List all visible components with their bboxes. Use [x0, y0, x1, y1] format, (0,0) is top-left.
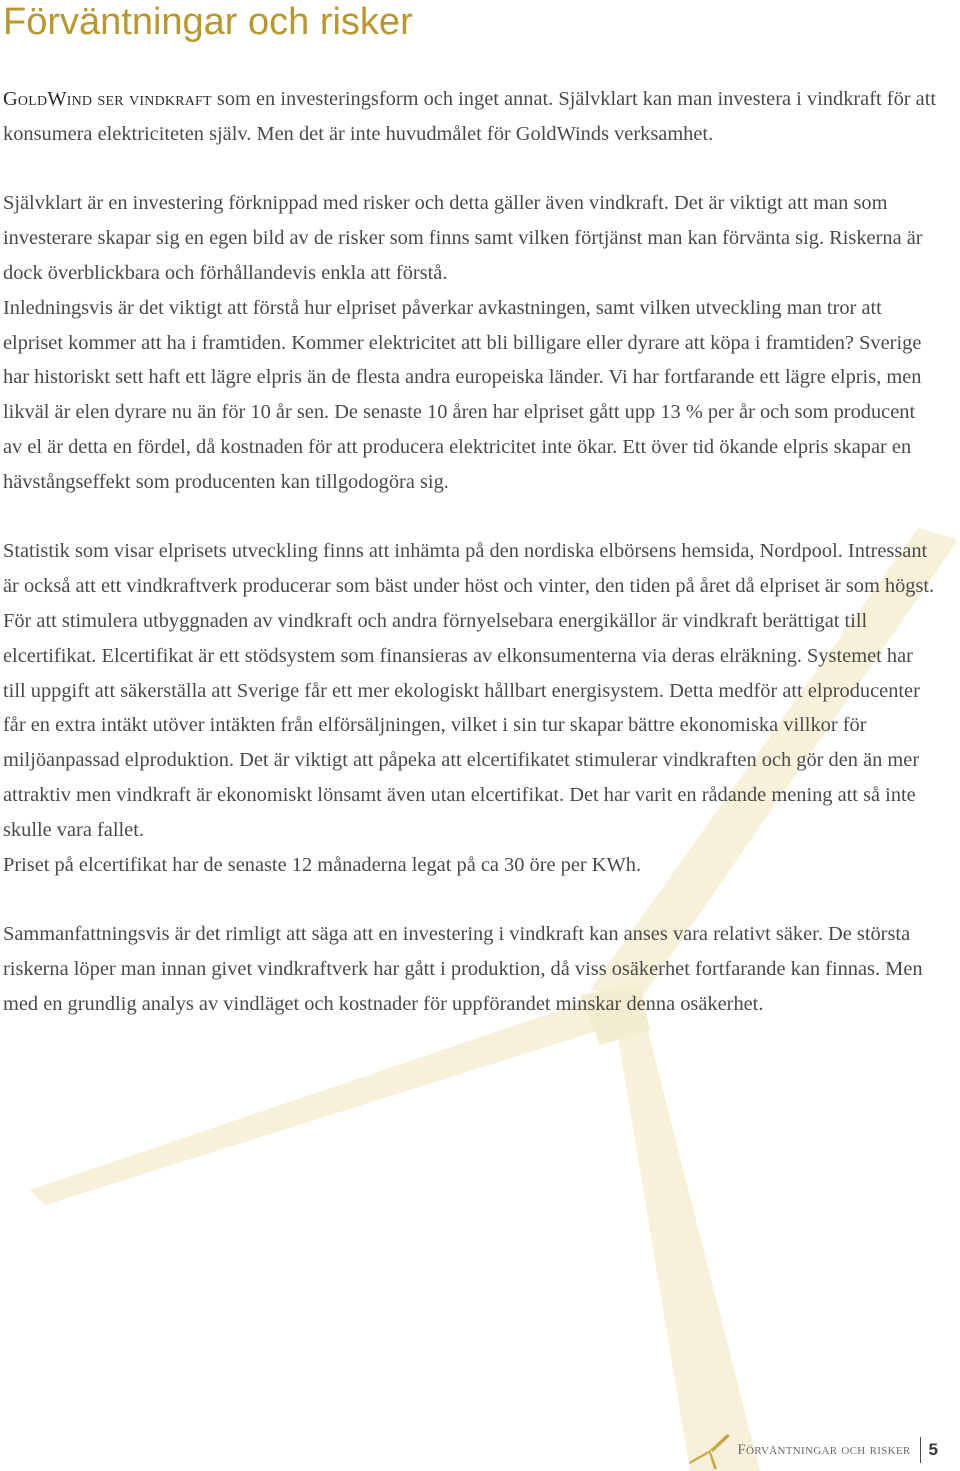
page-title: Förväntningar och risker [3, 1, 413, 43]
page-number: 5 [928, 1440, 938, 1459]
turbine-blade-lower [615, 1000, 760, 1471]
body-text [3, 82, 938, 1022]
footer-section-label: Förväntningar och risker [737, 1441, 911, 1458]
paragraph-intro-text: som en investeringsform och inget annat. Självklart kan man investera i vindkraft för att konsumera elektriciteten själv. Men det är inte huvudmålet för GoldWinds verksamhet. [3, 88, 937, 145]
footer-divider [920, 1437, 921, 1463]
paragraph-summary: Sammanfattningsvis är det rimligt att säga att en investering i vindkraft kan anses vara relativt säker. De största riskerna löper man innan givet vindkraftverk har gått i produktion, då viss osäkerhet fortfarande kan finnas. Men med en grundlig analys av vindläget och kostnader för uppförandet minskar denna osäkerhet. [3, 923, 923, 1015]
paragraph-electricity-price: Inledningsvis är det viktigt att förstå hur elpriset påverkar avkastningen, samt vilken utveckling man tror att elpriset kommer att ha i framtiden. Kommer elektricitet att bli billigare eller dyrare att köpa i framtiden? Sverige har historiskt sett haft ett lägre elpris än de flesta andra europeiska länder. Vi har fortfarande ett lägre elpris, men likväl är elen dyrare nu än för 10 år sen. De senaste 10 åren har elpriset gått upp 13 % per år och som producent av el är detta en fördel, då kostnaden för att producera elektricitet inte ökar. Ett över tid ökande elpris skapar en hävstångseffekt som producenten kan tillgodogöra sig. [3, 296, 922, 493]
paragraph-statistics: Statistik som visar elprisets utveckling finns att inhämta på den nordiska elbörsens hemsida, Nordpool. Intressant är också att ett vindkraftverk producerar som bäst under höst och vinter, den tiden på året då elpriset är som högst. [3, 540, 935, 598]
turbine-logo-icon [687, 1430, 733, 1470]
paragraph-certificates: För att stimulera utbyggnaden av vindkraft och andra förnyelsebara energikällor är vindkraft berättigat till elcertifikat. Elcertifikat är ett stödsystem som finansieras av elkonsumenterna via deras elräkning. Systemet har till uppgift att säkerställa att Sverige får ett mer ekologiskt hållbart energisystem. Detta medför att elproducenter får en extra intäkt utöver intäkten från elförsäljningen, vilket i sin tur skapar bättre ekonomiska villkor för miljöanpassad elproduktion. Det är viktigt att påpeka att elcertifikatet stimulerar vindkraften och gör den än mer attraktiv men vindkraft är ekonomiskt lönsamt även utan elcertifikat. Det har varit en rådande mening att så inte skulle vara fallet. [3, 609, 920, 841]
paragraph-risks: Självklart är en investering förknippad med risker och detta gäller även vindkraft. Det är viktigt att man som investerare skapar sig en egen bild av de risker som finns samt vilken förtjänst man kan förvänta sig. Riskerna är dock överblickbara och förhållandevis enkla att förstå. [3, 192, 923, 284]
paragraph-certificate-price: Priset på elcertifikat har de senaste 12 månaderna legat på ca 30 öre per KWh. [3, 853, 642, 876]
lead-in-company-name: GoldWind ser vindkraft [3, 88, 212, 110]
turbine-blade-left [30, 1000, 600, 1205]
page-footer [687, 1430, 938, 1470]
paragraph-intro [3, 82, 938, 152]
